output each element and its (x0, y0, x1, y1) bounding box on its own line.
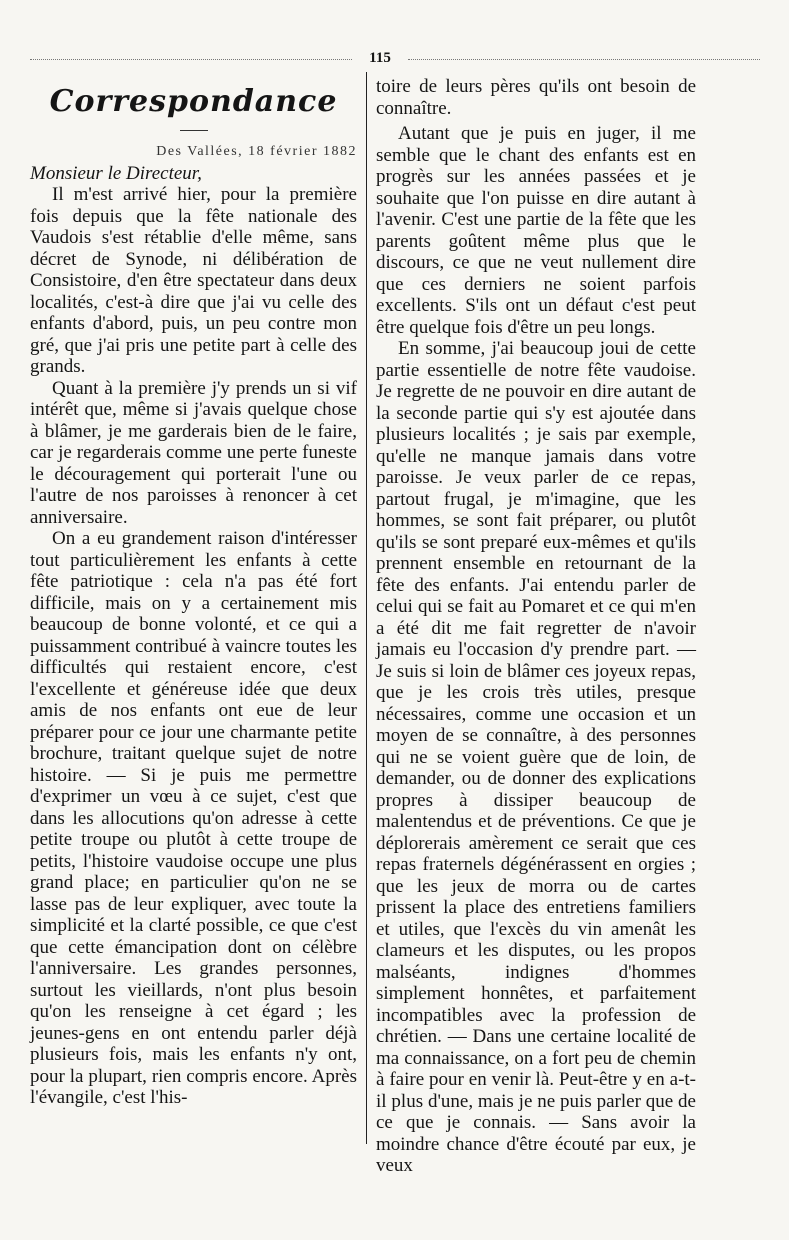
running-head (30, 50, 760, 68)
column-divider (366, 72, 367, 1144)
right-column (376, 76, 696, 1177)
paragraph: Quant à la première j'y prends un si vif intérêt que, même si j'avais quelque chose à blâmer, je me garderais bien de le faire, car je regarderais comme une perte funeste le découragement qui porterait l'une ou l'autre de nos paroisses à renoncer à cet anniversaire. (30, 377, 357, 528)
left-column (30, 76, 357, 1109)
paragraph: Autant que je puis en juger, il me semble que le chant des enfants est en progrès sur les années passées et je souhaite que l'on puisse en dire autant à l'avenir. C'est une partie de la fête que les parents goûtent même plus que le discours, ce que ne veut nullement dire que ces derniers ne soient parfois excellents. S'ils ont un défaut c'est peut être quelque fois d'être un peu longs. (376, 123, 696, 338)
title-rule (180, 130, 208, 131)
article-title: Correspondance (49, 84, 338, 119)
salutation: Monsieur le Directeur, (30, 162, 202, 184)
paragraph: En somme, j'ai beaucoup joui de cette partie essentielle de notre fête vaudoise. Je regrette de ne pouvoir en dire autant de la seconde partie qui s'y est ajoutée dans plusieurs localités ; je sais par exemple, qu'elle ne manque jamais dans votre paroisse. Je veux parler de ce repas, partout frugal, je m'imagine, que les hommes, se sont fait préparer, ou plutôt qu'ils se sont preparé eux-mêmes et qu'ils prennent ensemble en retournant de la fête des enfants. J'ai entendu parler de celui qui se fait au Pomaret et ce qui m'en a été dit me fait regretter de n'avoir jamais eu l'occasion d'y prendre part. — Je suis si loin de blâmer ces joyeux repas, que je les crois très utiles, presque nécessaires, comme une occasion et un moyen de se connaître, à des personnes qui ne se voient guère que de loin, de demander, ou de donner des explications propres à dissiper beaucoup de malentendus et de préventions. Ce que je déplorerais amèrement ce serait que ces repas fraternels dégénérassent en orgies ; que les jeux de morra ou de cartes prissent la place des entretiens familiers et utiles, que l'excès du vin amenât les clameurs et les disputes, ou les propos malséants, indignes d'hommes simplement honnêtes, et parfaitement incompatibles avec la profession de chrétien. — Dans une certaine localité de ma connaissance, on a fort peu de chemin à faire pour en venir là. Peut-être y en a-t-il plus d'une, mais je ne puis parler que de ce que je connais. — Sans avoir la moindre chance d'être écouté par eux, je veux (376, 338, 696, 1176)
header-rule-left (30, 59, 352, 60)
paragraph: On a eu grandement raison d'intéresser tout particulièrement les enfants à cette fête patriotique : cela n'a pas été fort difficile, mais on y a certainement mis beaucoup de bonne volonté, et ce qui a puissamment contribué à vaincre toutes les difficultés qui restaient encore, c'est l'excellente et généreuse idée que deux amis de nos enfants ont eue de leur préparer pour ce jour une charmante petite brochure, traitant quelque sujet de notre histoire. — Si je puis me permettre d'exprimer un vœu à ce sujet, c'est que dans les allocutions qu'on adresse à cette petite troupe ou plutôt à cette troupe de petits, l'histoire vaudoise occupe une plus grand place; en particulier qu'on ne se lasse pas de leur expliquer, avec toute la simplicité et la clarté possible, ce que c'est que cette émancipation dont on célèbre l'anniversaire. Les grandes personnes, surtout les vieillards, n'ont plus besoin qu'on les renseigne à cet égard ; les jeunes-gens en ont entendu parler déjà plusieurs fois, mais les enfants n'y ont, pour la plupart, rien compris encore. Après l'évangile, c'est l'his- (30, 528, 357, 1108)
paragraph: Il m'est arrivé hier, pour la première fois depuis que la fête nationale des Vaudois s'est rétablie d'elle même, sans décret de Synode, ni délibération de Consistoire, d'en être spectateur dans deux localités, c'est-à dire que j'ai vu celle des enfants d'abord, puis, un peu contre mon gré, que j'ai pris une petite part à celle des grands. (30, 184, 357, 377)
page-number: 115 (369, 50, 391, 66)
continuation-paragraph: toire de leurs pères qu'ils ont besoin de connaître. (376, 76, 696, 119)
dateline: Des Vallées, 18 février 1882 (156, 144, 357, 159)
header-rule-right (408, 59, 760, 60)
